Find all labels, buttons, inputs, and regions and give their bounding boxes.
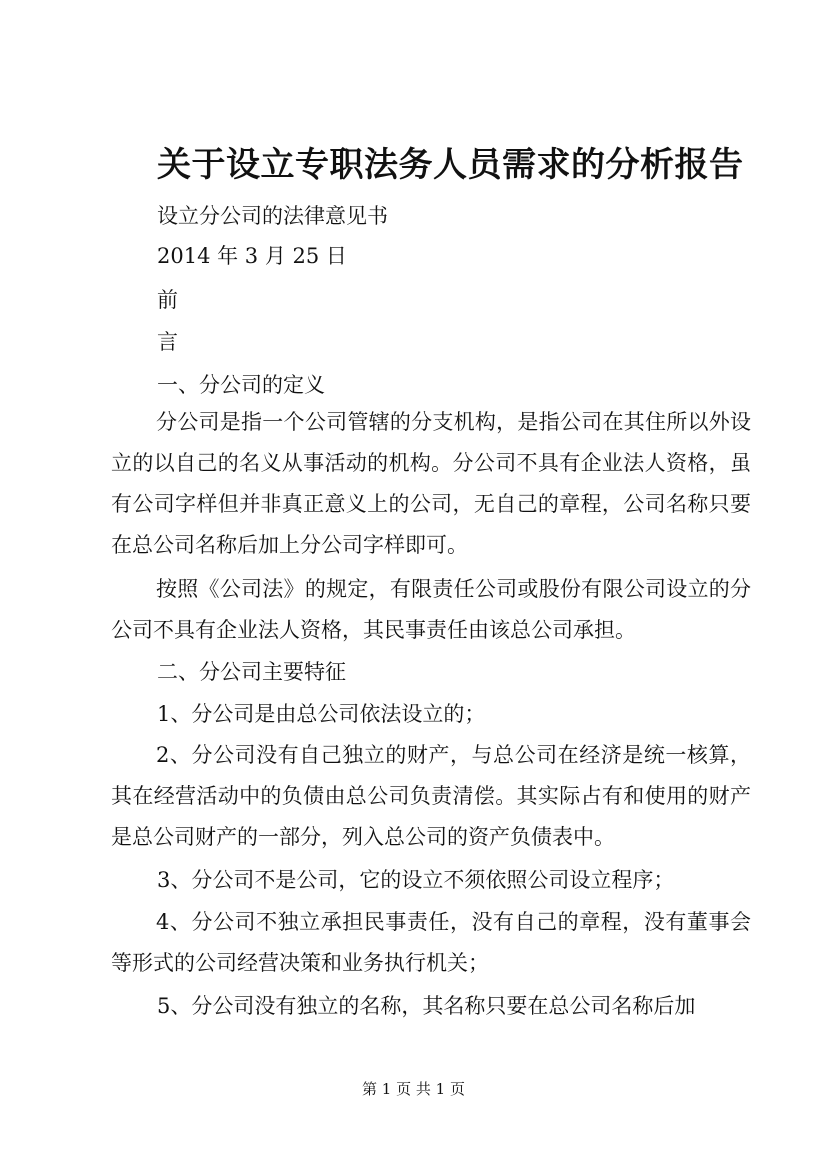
document-subtitle: 设立分公司的法律意见书	[157, 204, 388, 228]
section1-paragraph-2: 按照《公司法》的规定，有限责任公司或股份有限公司设立的分公司不具有企业法人资格，其民事责任由该总公司承担。	[111, 577, 751, 642]
section1-paragraph-1: 分公司是指一个公司管辖的分支机构，是指公司在其住所以外设立的以自己的名义从事活动的机构。分公司不具有企业法人资格，虽有公司字样但并非真正意义上的公司，无自己的章程，公司名称只要在总公司名称后加上分公司字样即可。	[111, 410, 751, 557]
page-footer: 第 1 页 共 1 页	[362, 1080, 465, 1098]
list-item-3: 3、分公司不是公司，它的设立不须依照公司设立程序；	[157, 868, 675, 892]
document-title: 关于设立专职法务人员需求的分析报告	[157, 145, 744, 185]
list-item-2: 2、分公司没有自己独立的财产，与总公司在经济是统一核算，其在经营活动中的负债由总公司负责清偿。其实际占有和使用的财产是总公司财产的一部分，列入总公司的资产负债表中。	[111, 743, 751, 849]
section2-heading: 二、分公司主要特征	[157, 660, 346, 684]
list-item-5: 5、分公司没有独立的名称，其名称只要在总公司名称后加	[157, 994, 696, 1018]
list-item-4: 4、分公司不独立承担民事责任，没有自己的章程，没有董事会等形式的公司经营决策和业务执行机关；	[111, 910, 751, 975]
list-item-1: 1、分公司是由总公司依法设立的；	[157, 702, 486, 726]
section1-heading: 一、分公司的定义	[157, 373, 325, 397]
document-date: 2014 年 3 月 25 日	[157, 244, 347, 268]
preface-char-2: 言	[157, 330, 178, 354]
preface-char-1: 前	[157, 288, 178, 312]
